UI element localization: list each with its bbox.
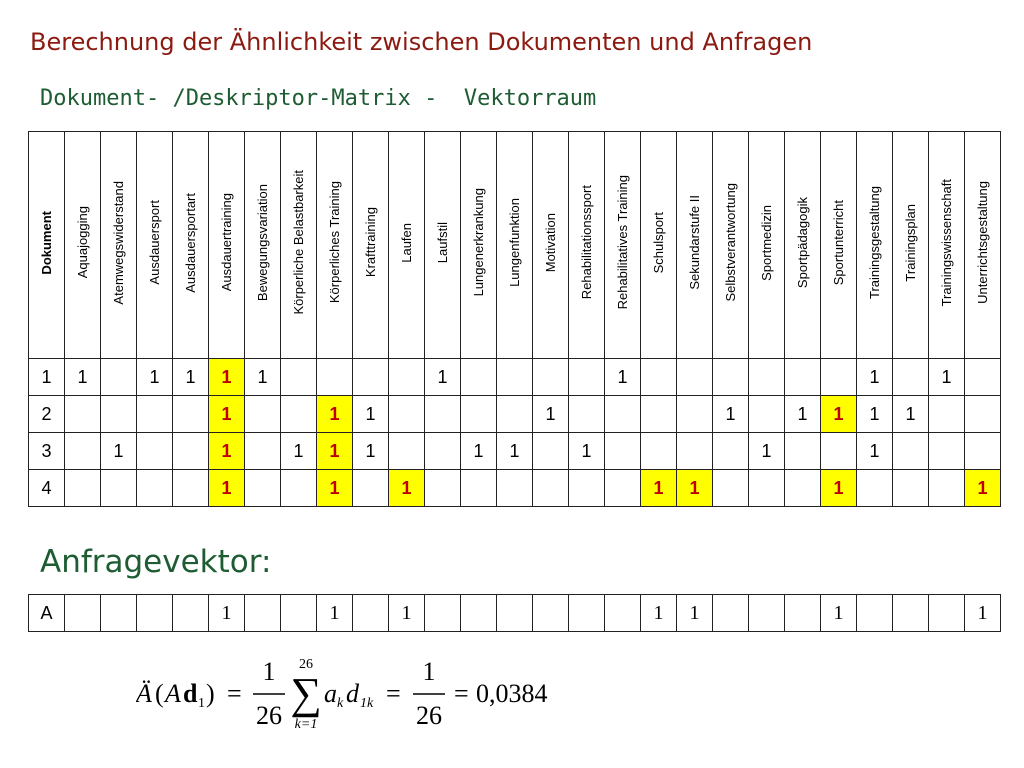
formula-close-paren: )	[206, 679, 215, 708]
matrix-cell: 1	[389, 470, 425, 507]
column-header-descriptor	[677, 132, 713, 359]
descriptor-label: Körperliches Training	[327, 181, 342, 304]
matrix-cell	[461, 470, 497, 507]
matrix-cell	[821, 359, 857, 396]
matrix-cell	[533, 359, 569, 396]
descriptor-label: Motivation	[543, 212, 558, 273]
descriptor-label: Ausdauersportart	[183, 192, 198, 293]
matrix-cell	[785, 359, 821, 396]
matrix-cell	[65, 470, 101, 507]
descriptor-label: Aquajogging	[75, 206, 90, 279]
matrix-cell: 1	[605, 359, 641, 396]
matrix-cell	[569, 359, 605, 396]
matrix-cell: 1	[641, 470, 677, 507]
document-descriptor-matrix	[28, 131, 1001, 507]
matrix-cell	[533, 433, 569, 470]
query-cell: 1	[965, 595, 1001, 632]
matrix-cell: 1	[245, 359, 281, 396]
matrix-cell: 1	[317, 433, 353, 470]
column-header-descriptor	[605, 132, 641, 359]
query-cell: 1	[317, 595, 353, 632]
descriptor-label: Krafttraining	[363, 207, 378, 278]
matrix-cell	[461, 396, 497, 433]
matrix-cell	[389, 433, 425, 470]
matrix-cell	[245, 470, 281, 507]
query-cell: 1	[389, 595, 425, 632]
descriptor-label: Sportunterricht	[831, 199, 846, 286]
descriptor-label: Bewegungsvariation	[255, 183, 270, 302]
matrix-cell	[173, 470, 209, 507]
document-id-cell: 1	[29, 359, 65, 396]
matrix-cell: 1	[461, 433, 497, 470]
column-header-descriptor	[785, 132, 821, 359]
query-cell	[605, 595, 641, 632]
matrix-cell: 1	[101, 433, 137, 470]
matrix-cell	[677, 359, 713, 396]
column-header-descriptor	[353, 132, 389, 359]
formula-doc-subscript: 1	[198, 696, 205, 711]
formula-result: 0,0384	[476, 679, 548, 708]
formula-equals-2: =	[386, 679, 401, 708]
query-cell	[533, 595, 569, 632]
descriptor-label: Trainingsgestaltung	[867, 186, 882, 299]
matrix-cell	[677, 433, 713, 470]
matrix-cell: 1	[857, 433, 893, 470]
matrix-cell	[749, 396, 785, 433]
column-header-descriptor	[209, 132, 245, 359]
matrix-cell	[713, 433, 749, 470]
descriptor-label: Atemwegswiderstand	[111, 180, 126, 305]
formula-sum-upper-limit: 26	[299, 657, 313, 672]
query-cell	[137, 595, 173, 632]
formula-term-a-subscript: k	[337, 696, 344, 711]
query-cell	[425, 595, 461, 632]
column-header-descriptor	[389, 132, 425, 359]
column-header-descriptor	[893, 132, 929, 359]
descriptor-label: Schulsport	[651, 211, 666, 274]
matrix-cell: 1	[785, 396, 821, 433]
matrix-cell	[605, 396, 641, 433]
formula-term-a: a	[324, 679, 337, 708]
query-cell: 1	[677, 595, 713, 632]
column-header-descriptor	[173, 132, 209, 359]
slide-title: Berechnung der Ähnlichkeit zwischen Dokumenten und Anfragen	[30, 28, 813, 56]
query-cell	[749, 595, 785, 632]
matrix-cell: 1	[209, 359, 245, 396]
descriptor-label: Lungenerkrankung	[471, 188, 486, 297]
document-row	[29, 396, 1001, 433]
matrix-cell	[569, 470, 605, 507]
matrix-cell	[101, 359, 137, 396]
descriptor-label: Trainingswissenschaft	[939, 178, 954, 307]
column-header-descriptor	[101, 132, 137, 359]
matrix-cell: 1	[857, 396, 893, 433]
matrix-cell	[281, 396, 317, 433]
matrix-cell	[713, 359, 749, 396]
matrix-cell	[101, 470, 137, 507]
query-cell	[713, 595, 749, 632]
matrix-cell	[569, 396, 605, 433]
document-id-cell: 3	[29, 433, 65, 470]
matrix-cell: 1	[281, 433, 317, 470]
matrix-cell	[461, 359, 497, 396]
query-label-cell: A	[29, 595, 65, 632]
matrix-cell	[245, 433, 281, 470]
column-header-descriptor	[425, 132, 461, 359]
query-cell	[353, 595, 389, 632]
matrix-cell: 1	[929, 359, 965, 396]
matrix-cell	[893, 359, 929, 396]
descriptor-label: Unterrichtsgestaltung	[975, 181, 990, 304]
matrix-cell	[497, 396, 533, 433]
query-cell: 1	[641, 595, 677, 632]
formula-sum-sign: ∑	[290, 669, 322, 718]
matrix-cell	[641, 359, 677, 396]
descriptor-label: Laufstil	[435, 221, 450, 264]
matrix-cell: 1	[425, 359, 461, 396]
matrix-cell	[641, 433, 677, 470]
descriptor-label: Rehabilitatives Training	[615, 175, 630, 310]
formula-fraction2-denominator: 26	[416, 701, 442, 730]
query-vector-table	[28, 594, 1001, 632]
column-header-descriptor	[137, 132, 173, 359]
matrix-cell: 1	[857, 359, 893, 396]
matrix-cell: 1	[317, 396, 353, 433]
matrix-cell: 1	[821, 396, 857, 433]
matrix-cell	[749, 359, 785, 396]
matrix-cell: 1	[965, 470, 1001, 507]
matrix-cell	[173, 433, 209, 470]
query-cell	[281, 595, 317, 632]
column-header-descriptor	[497, 132, 533, 359]
matrix-cell: 1	[209, 470, 245, 507]
query-cell	[569, 595, 605, 632]
column-header-descriptor	[569, 132, 605, 359]
formula-similarity-symbol: Ä	[136, 679, 152, 708]
column-header-descriptor	[821, 132, 857, 359]
matrix-cell: 1	[533, 396, 569, 433]
matrix-cell: 1	[353, 396, 389, 433]
matrix-cell	[893, 433, 929, 470]
matrix-cell: 1	[65, 359, 101, 396]
matrix-cell	[425, 396, 461, 433]
matrix-cell	[497, 470, 533, 507]
matrix-cell	[929, 396, 965, 433]
matrix-cell	[749, 470, 785, 507]
matrix-cell: 1	[893, 396, 929, 433]
column-header-descriptor	[245, 132, 281, 359]
column-header-descriptor	[857, 132, 893, 359]
query-cell	[173, 595, 209, 632]
document-id-cell: 4	[29, 470, 65, 507]
formula-term-d-subscript: 1k	[360, 696, 374, 711]
matrix-cell	[713, 470, 749, 507]
matrix-cell	[605, 470, 641, 507]
matrix-cell	[965, 433, 1001, 470]
descriptor-label: Sportmedizin	[759, 204, 774, 281]
formula-equals-3: =	[454, 679, 469, 708]
matrix-cell	[929, 470, 965, 507]
matrix-cell: 1	[137, 359, 173, 396]
matrix-cell	[281, 359, 317, 396]
column-header-descriptor	[533, 132, 569, 359]
matrix-cell: 1	[209, 433, 245, 470]
column-header-descriptor	[461, 132, 497, 359]
matrix-cell	[821, 433, 857, 470]
matrix-cell	[281, 470, 317, 507]
matrix-cell: 1	[173, 359, 209, 396]
descriptor-label: Rehabilitationssport	[579, 185, 594, 300]
formula-equals-1: =	[227, 679, 242, 708]
matrix-cell	[389, 396, 425, 433]
query-cell	[893, 595, 929, 632]
matrix-cell	[65, 396, 101, 433]
matrix-cell	[893, 470, 929, 507]
matrix-cell	[317, 359, 353, 396]
formula-fraction2-numerator: 1	[422, 657, 436, 686]
matrix-cell	[785, 470, 821, 507]
query-cell: 1	[209, 595, 245, 632]
slide-subtitle: Dokument- /Deskriptor-Matrix - Vektorraum	[40, 86, 597, 111]
matrix-cell	[137, 396, 173, 433]
query-cell	[101, 595, 137, 632]
matrix-cell	[137, 470, 173, 507]
descriptor-label: Sportpädagogik	[795, 196, 810, 289]
document-id-cell: 2	[29, 396, 65, 433]
matrix-cell	[605, 433, 641, 470]
matrix-cell: 1	[749, 433, 785, 470]
descriptor-label: Selbstverantwortung	[723, 183, 738, 302]
matrix-cell	[641, 396, 677, 433]
matrix-cell	[173, 396, 209, 433]
query-cell	[245, 595, 281, 632]
formula-sum-lower-limit: k=1	[294, 717, 318, 732]
matrix-cell	[353, 359, 389, 396]
query-cell	[857, 595, 893, 632]
query-cell	[785, 595, 821, 632]
matrix-cell: 1	[497, 433, 533, 470]
matrix-cell: 1	[677, 470, 713, 507]
query-cell: 1	[821, 595, 857, 632]
matrix-cell	[65, 433, 101, 470]
column-header-descriptor	[713, 132, 749, 359]
formula-query-symbol: A	[165, 679, 181, 708]
document-row	[29, 470, 1001, 507]
descriptor-label: Körperliche Belastbarkeit	[291, 170, 306, 315]
matrix-cell	[677, 396, 713, 433]
matrix-cell	[353, 470, 389, 507]
descriptor-label: Ausdauertraining	[219, 193, 234, 292]
column-header-descriptor	[749, 132, 785, 359]
query-cell	[929, 595, 965, 632]
column-header-descriptor	[281, 132, 317, 359]
formula-fraction1-denominator: 26	[256, 701, 282, 730]
column-header-descriptor	[317, 132, 353, 359]
query-cell	[461, 595, 497, 632]
matrix-cell: 1	[209, 396, 245, 433]
formula-fraction1-numerator: 1	[262, 657, 276, 686]
formula-open-paren: (	[155, 679, 164, 708]
formula-term-d: d	[346, 679, 359, 708]
matrix-cell: 1	[317, 470, 353, 507]
matrix-cell	[425, 470, 461, 507]
similarity-formula	[136, 648, 576, 756]
matrix-cell	[785, 433, 821, 470]
column-header-label: Dokument	[39, 210, 54, 275]
query-cell	[497, 595, 533, 632]
matrix-cell	[965, 396, 1001, 433]
descriptor-label: Laufen	[399, 222, 414, 263]
query-cell	[65, 595, 101, 632]
formula-doc-symbol: d	[183, 679, 198, 708]
matrix-cell: 1	[569, 433, 605, 470]
descriptor-label: Lungenfunktion	[507, 198, 522, 287]
descriptor-label: Sekundarstufe II	[687, 195, 702, 290]
matrix-cell	[929, 433, 965, 470]
column-header-descriptor	[929, 132, 965, 359]
column-header-descriptor	[65, 132, 101, 359]
matrix-cell	[137, 433, 173, 470]
query-vector-row	[29, 595, 1001, 632]
matrix-cell: 1	[821, 470, 857, 507]
matrix-cell: 1	[353, 433, 389, 470]
matrix-cell	[101, 396, 137, 433]
matrix-cell	[245, 396, 281, 433]
query-vector-heading: Anfragevektor:	[40, 544, 272, 580]
matrix-cell	[857, 470, 893, 507]
descriptor-label: Ausdauersport	[147, 200, 162, 285]
document-row	[29, 433, 1001, 470]
matrix-cell	[425, 433, 461, 470]
column-header-descriptor	[965, 132, 1001, 359]
document-row	[29, 359, 1001, 396]
descriptor-label: Trainingsplan	[903, 203, 918, 282]
matrix-cell	[389, 359, 425, 396]
matrix-cell	[965, 359, 1001, 396]
matrix-cell	[497, 359, 533, 396]
column-header-document	[29, 132, 65, 359]
matrix-cell	[533, 470, 569, 507]
matrix-cell: 1	[713, 396, 749, 433]
column-header-descriptor	[641, 132, 677, 359]
